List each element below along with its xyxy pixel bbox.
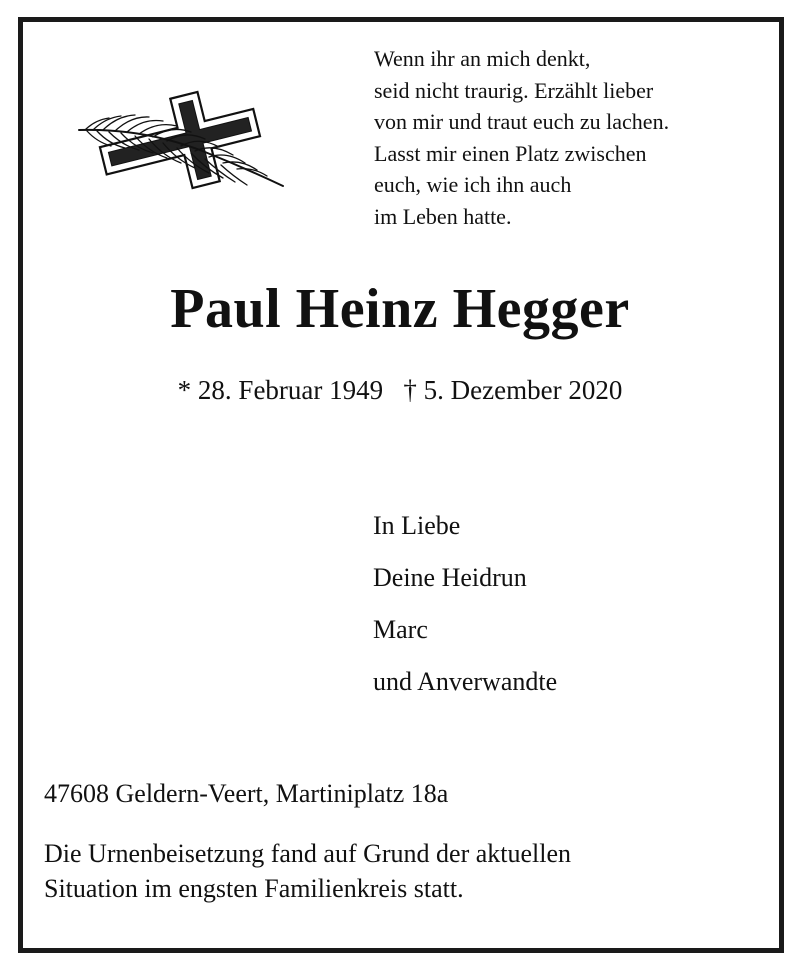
address: 47608 Geldern-Veert, Martiniplatz 18a: [44, 779, 449, 808]
family-signature: [373, 500, 557, 708]
poem-line: seid nicht traurig. Erzählt lieber: [374, 77, 654, 103]
poem: [374, 43, 774, 232]
poem-line: Wenn ihr an mich denkt,: [374, 46, 591, 71]
family-line: und Anverwandte: [373, 667, 558, 696]
family-line: Marc: [373, 615, 428, 644]
poem-line: von mir und traut euch zu lachen.: [374, 109, 670, 134]
family-line: Deine Heidrun: [373, 563, 527, 592]
family-line: In Liebe: [373, 511, 461, 540]
deceased-name: Paul Heinz Hegger: [170, 278, 630, 340]
poem-line: euch, wie ich ihn auch: [374, 172, 572, 197]
cross-with-palm-branch-icon: [75, 90, 287, 190]
poem-line: im Leben hatte.: [374, 203, 512, 229]
burial-note: [44, 836, 571, 906]
burial-note-line: Die Urnenbeisetzung fand auf Grund der aktuellen: [44, 839, 572, 868]
life-dates: * 28. Februar 1949 † 5. Dezember 2020: [177, 375, 623, 405]
burial-note-line: Situation im engsten Familienkreis statt.: [44, 874, 464, 903]
poem-line: Lasst mir einen Platz zwischen: [374, 140, 647, 166]
